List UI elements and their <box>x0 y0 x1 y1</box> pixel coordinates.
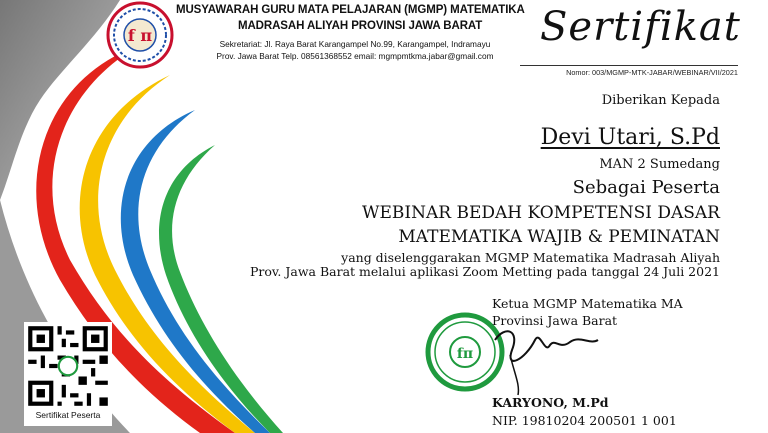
org-name-line2: MADRASAH ALIYAH PROVINSI JAWA BARAT <box>238 20 483 32</box>
org-name-line1: MUSYAWARAH GURU MATA PELAJARAN (MGMP) MATEMATIKA <box>176 4 525 16</box>
event-description-line1: yang diselenggarakan MGMP Matematika Madrasah Aliyah <box>341 250 720 265</box>
event-title-line2: MATEMATIKA WAJIB & PEMINATAN <box>398 227 720 247</box>
org-address <box>205 39 505 62</box>
qr-caption: Sertifikat Peserta <box>35 410 101 420</box>
given-to-label: Diberikan Kepada <box>601 93 720 108</box>
participant-role: Sebagai Peserta <box>572 177 720 198</box>
svg-text:f π: f π <box>127 26 153 45</box>
certificate-number: Nomor: 003/MGMP-MTK-JABAR/WEBINAR/VII/2021 <box>520 65 738 77</box>
recipient-school: MAN 2 Sumedang <box>599 157 720 172</box>
certificate-title: Sertifikat <box>540 4 741 50</box>
address-line2: Prov. Jawa Barat Telp. 08561368552 email: mgmpmtkma.jabar@gmail.com <box>216 50 494 61</box>
address-line1: Sekretariat: Jl. Raya Barat Karangampel No.99, Karangampel, Indramayu <box>219 39 491 49</box>
qr-pattern <box>24 322 112 410</box>
signer-name: KARYONO, M.Pd <box>492 395 609 410</box>
gray-swoosh <box>0 0 120 200</box>
signer-nip: NIP. 19810204 200501 1 001 <box>492 413 677 428</box>
event-description-line2: Prov. Jawa Barat melalui aplikasi Zoom Metting pada tanggal 24 Juli 2021 <box>249 264 720 279</box>
svg-text:fπ: fπ <box>456 346 474 362</box>
event-title-line1: WEBINAR BEDAH KOMPETENSI DASAR <box>362 203 720 223</box>
signer-position-line2: Provinsi Jawa Barat <box>492 313 618 328</box>
mgmp-logo-icon <box>108 3 172 67</box>
signer-position-line1: Ketua MGMP Matematika MA <box>492 296 683 311</box>
stamp-icon <box>428 315 502 389</box>
recipient-name: Devi Utari, S.Pd <box>540 125 720 150</box>
